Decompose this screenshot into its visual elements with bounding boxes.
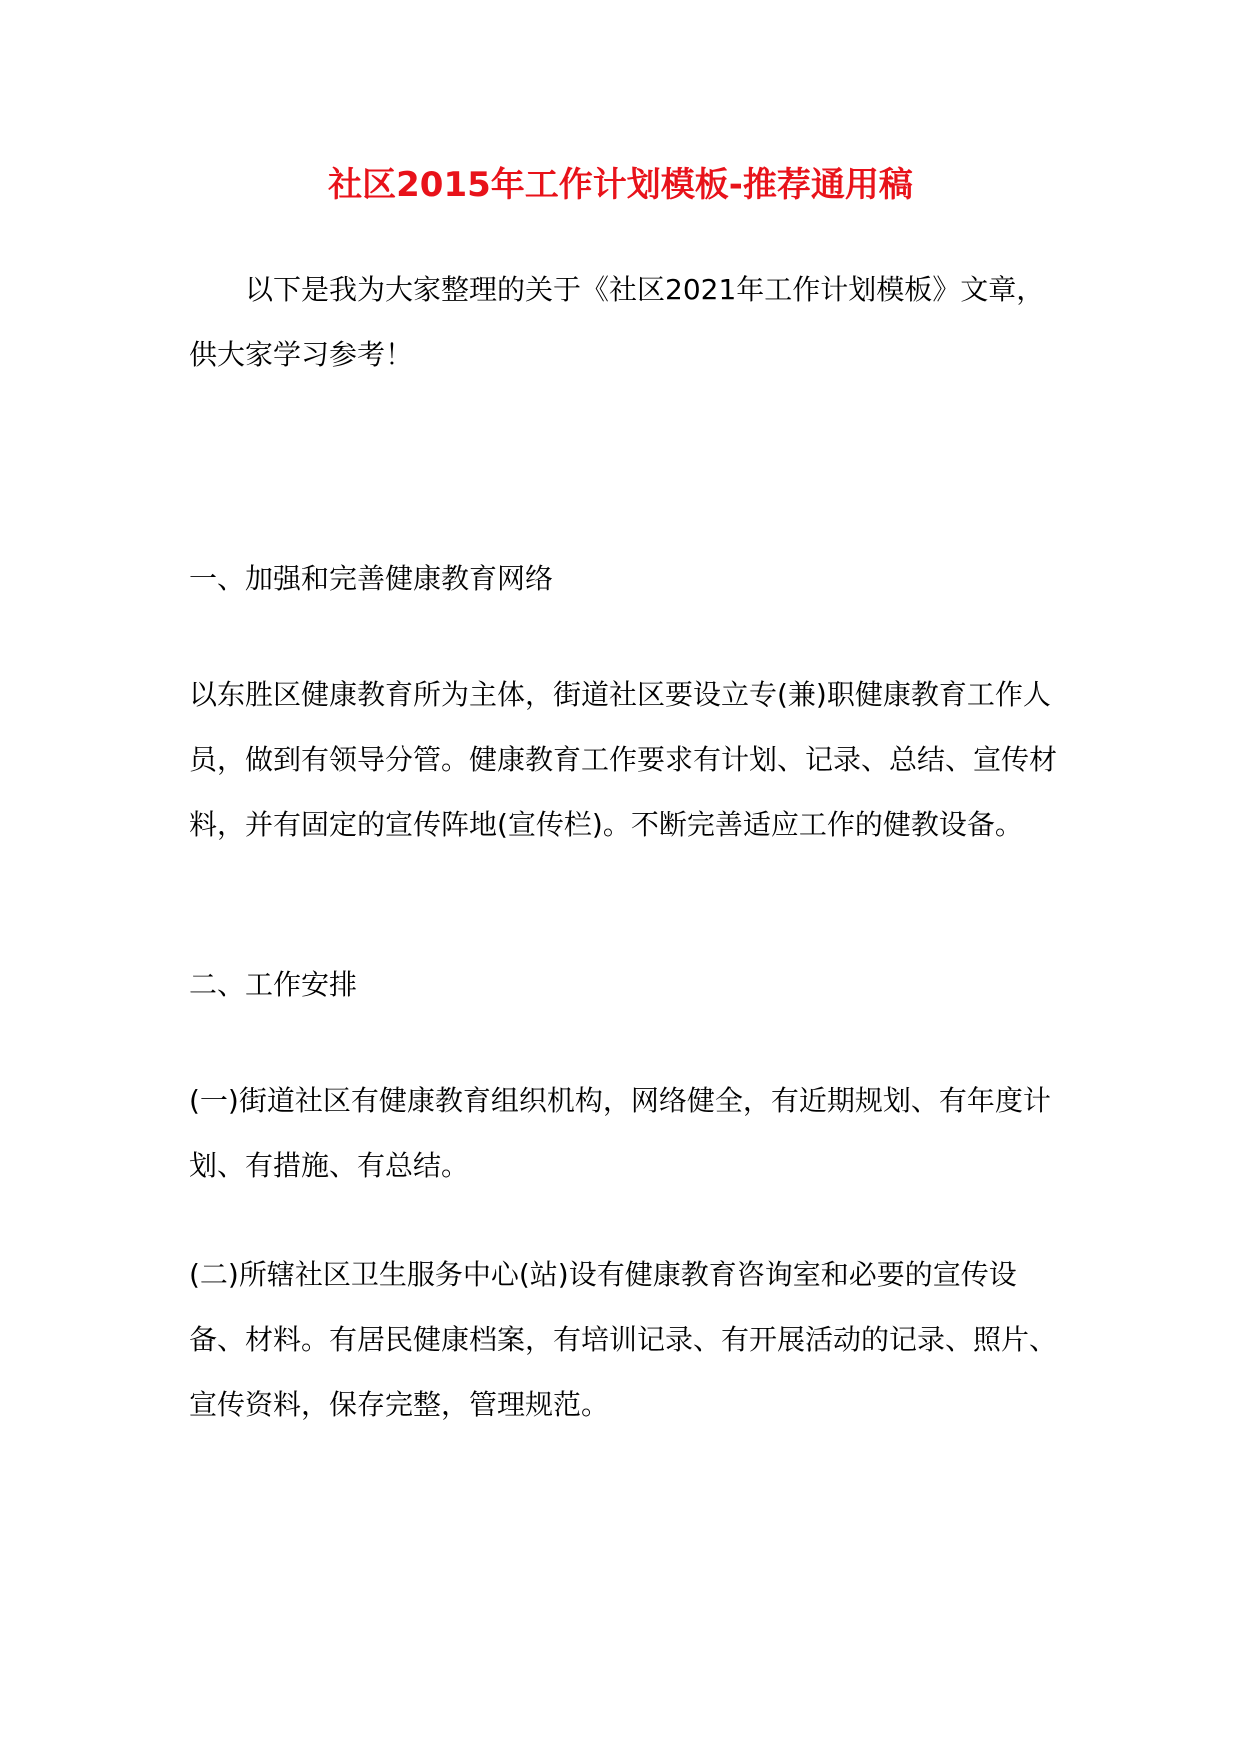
intro-paragraph: 以下是我为大家整理的关于《社区2021年工作计划模板》文章，供大家学习参考！ bbox=[189, 273, 1045, 371]
document-title: 社区2015年工作计划模板-推荐通用稿 bbox=[328, 165, 913, 205]
list-item-2: (二)所辖社区卫生服务中心(站)设有健康教育咨询室和必要的宣传设备、材料。有居民健康档案，有培训记录、有开展活动的记录、照片、宣传资料，保存完整，管理规范。 bbox=[189, 1258, 1058, 1421]
list-item-1: (一)街道社区有健康教育组织机构，网络健全，有近期规划、有年度计划、有措施、有总结。 bbox=[189, 1084, 1051, 1182]
section-heading-1: 一、加强和完善健康教育网络 bbox=[189, 562, 554, 595]
section-heading-2: 二、工作安排 bbox=[189, 968, 358, 1001]
section-body-1: 以东胜区健康教育所为主体，街道社区要设立专(兼)职健康教育工作人员，做到有领导分管。健康教育工作要求有计划、记录、总结、宣传材料，并有固定的宣传阵地(宣传栏)。不断完善适应工作的健教设备。 bbox=[189, 678, 1058, 841]
